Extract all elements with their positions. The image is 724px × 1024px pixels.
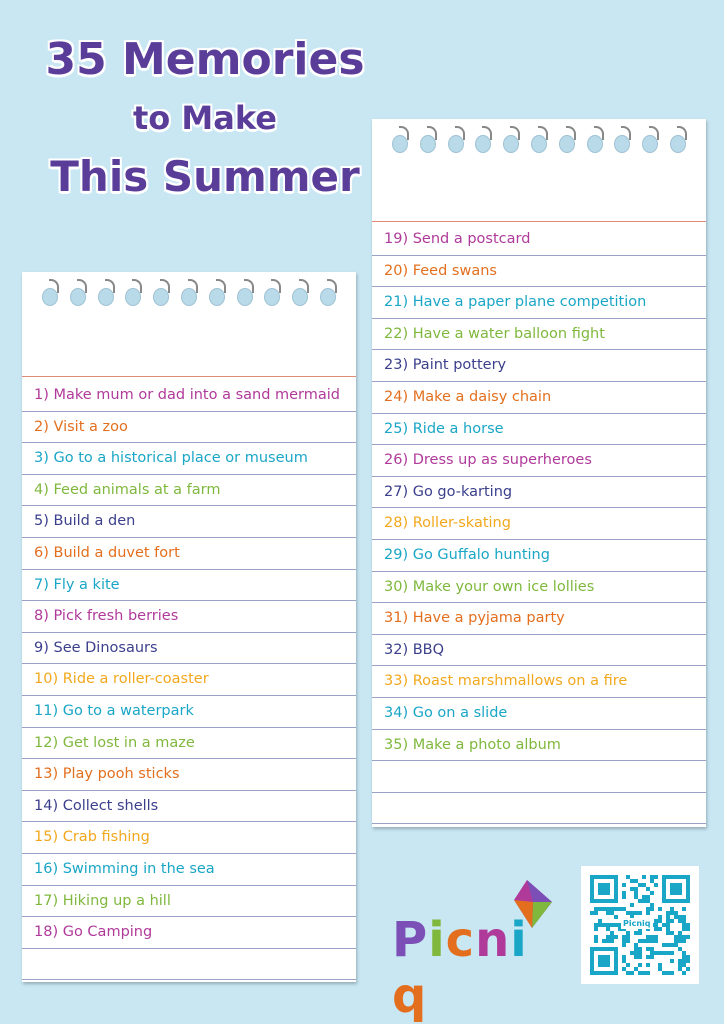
list-item: 11) Go to a waterpark — [22, 696, 356, 728]
list-item — [372, 793, 706, 825]
list-item: 23) Paint pottery — [372, 350, 706, 382]
list-item: 3) Go to a historical place or museum — [22, 443, 356, 475]
list-item: 34) Go on a slide — [372, 698, 706, 730]
list-item: 20) Feed swans — [372, 256, 706, 288]
list-item: 24) Make a daisy chain — [372, 382, 706, 414]
logo-letter: c — [445, 912, 476, 968]
list-item — [372, 761, 706, 793]
list-item: 19) Send a postcard — [372, 224, 706, 256]
logo-letter: i — [510, 912, 528, 968]
list-item: 18) Go Camping — [22, 917, 356, 949]
logo-letter: i — [428, 912, 446, 968]
notepad-right — [372, 119, 706, 827]
list-item: 9) See Dinosaurs — [22, 633, 356, 665]
list-item: 26) Dress up as superheroes — [372, 445, 706, 477]
list-item: 21) Have a paper plane competition — [372, 287, 706, 319]
list-item: 6) Build a duvet fort — [22, 538, 356, 570]
list-item: 2) Visit a zoo — [22, 412, 356, 444]
spiral-rings — [392, 127, 686, 155]
list-item: 5) Build a den — [22, 506, 356, 538]
list-item: 8) Pick fresh berries — [22, 601, 356, 633]
list-item: 33) Roast marshmallows on a fire — [372, 666, 706, 698]
list-item: 14) Collect shells — [22, 791, 356, 823]
title-line-3: This Summer — [50, 152, 360, 201]
list-item: 25) Ride a horse — [372, 414, 706, 446]
list-item: 31) Have a pyjama party — [372, 603, 706, 635]
list-item: 12) Get lost in a maze — [22, 728, 356, 760]
memory-list-right — [372, 224, 706, 824]
title-line-2: to Make — [133, 99, 277, 137]
title-line-1: 35 Memories — [45, 34, 365, 85]
list-item: 30) Make your own ice lollies — [372, 572, 706, 604]
margin-line — [372, 221, 706, 222]
notepad-left — [22, 272, 356, 982]
list-item: 7) Fly a kite — [22, 570, 356, 602]
spiral-rings — [42, 280, 336, 308]
list-item: 4) Feed animals at a farm — [22, 475, 356, 507]
logo-letter: q — [392, 968, 428, 1024]
list-item: 28) Roller-skating — [372, 508, 706, 540]
list-item: 35) Make a photo album — [372, 730, 706, 762]
list-item — [22, 949, 356, 981]
qr-center-label: Picniq — [623, 919, 651, 928]
qr-code[interactable] — [581, 866, 699, 984]
list-item: 1) Make mum or dad into a sand mermaid — [22, 380, 356, 412]
memory-list-left — [22, 380, 356, 980]
list-item: 17) Hiking up a hill — [22, 886, 356, 918]
list-item: 16) Swimming in the sea — [22, 854, 356, 886]
picniq-logo — [392, 880, 552, 1024]
list-item: 32) BBQ — [372, 635, 706, 667]
page-title — [40, 30, 370, 208]
list-item: 27) Go go-karting — [372, 477, 706, 509]
logo-letter: n — [475, 912, 511, 968]
list-item: 29) Go Guffalo hunting — [372, 540, 706, 572]
list-item: 10) Ride a roller-coaster — [22, 664, 356, 696]
logo-wordmark — [392, 912, 552, 1024]
list-item: 13) Play pooh sticks — [22, 759, 356, 791]
list-item: 15) Crab fishing — [22, 822, 356, 854]
margin-line — [22, 376, 356, 377]
logo-letter: P — [392, 912, 429, 968]
list-item: 22) Have a water balloon fight — [372, 319, 706, 351]
